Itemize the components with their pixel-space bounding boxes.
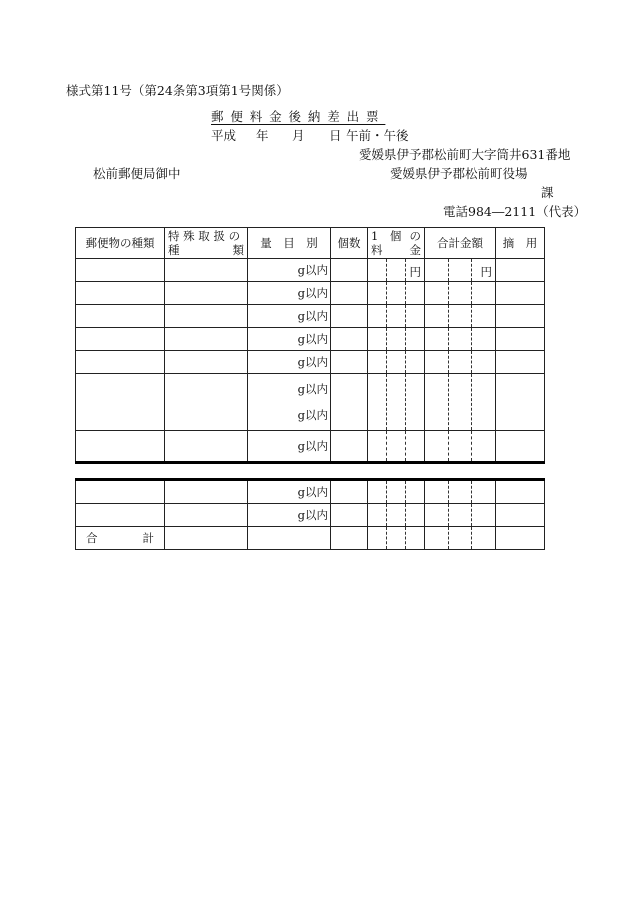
table-row: [76, 374, 545, 431]
cell-remarks[interactable]: [496, 504, 545, 527]
cell-mail-type[interactable]: [76, 480, 165, 504]
cell-count[interactable]: [331, 431, 368, 463]
table-header-row: [76, 228, 545, 259]
cell-special[interactable]: [165, 431, 248, 463]
cell-mail-type[interactable]: [76, 282, 165, 305]
total-label-b: 計: [142, 531, 154, 545]
cell-weight-unit[interactable]: g以内: [248, 351, 331, 374]
cell-mail-type[interactable]: [76, 374, 165, 431]
header-special-kind-b: 類: [232, 243, 244, 257]
cell-unit-price[interactable]: [368, 351, 425, 374]
cell-remarks[interactable]: [496, 282, 545, 305]
cell-total[interactable]: [425, 504, 496, 527]
date-ampm: 午前・午後: [346, 128, 409, 143]
date-day: 日: [329, 128, 342, 143]
weight-unit-a: g以内: [297, 382, 328, 396]
cell-unit-price[interactable]: [368, 328, 425, 351]
cell-unit-price[interactable]: [368, 374, 425, 431]
cell-unit-price[interactable]: [368, 305, 425, 328]
header-special-line1: 特 殊 取 扱 の: [168, 228, 241, 243]
cell-count[interactable]: [331, 305, 368, 328]
cell-count[interactable]: [331, 328, 368, 351]
header-unit-price-3: 料: [371, 243, 383, 257]
table-row: [76, 328, 545, 351]
yen-unit: 円: [409, 265, 421, 279]
cell-special[interactable]: [165, 504, 248, 527]
cell-weight-unit[interactable]: g以内: [248, 431, 331, 463]
cell-total[interactable]: [425, 527, 496, 550]
cell-special[interactable]: [165, 328, 248, 351]
cell-total[interactable]: [425, 374, 496, 431]
cell-special[interactable]: [165, 480, 248, 504]
cell-mail-type[interactable]: [76, 351, 165, 374]
cell-count[interactable]: [331, 351, 368, 374]
header-unit-price-2: の: [409, 228, 421, 243]
address-line: 愛媛県伊予郡松前町大字筒井631番地: [359, 147, 571, 162]
cell-total[interactable]: [425, 480, 496, 504]
cell-total[interactable]: [425, 305, 496, 328]
cell-count[interactable]: [331, 374, 368, 431]
table-row: [76, 351, 545, 374]
cell-remarks[interactable]: [496, 259, 545, 282]
cell-unit-price[interactable]: [368, 431, 425, 463]
cell-unit-price[interactable]: [368, 259, 425, 282]
cell-weight-unit[interactable]: g以内: [248, 504, 331, 527]
cell-remarks[interactable]: [496, 305, 545, 328]
cell-mail-type[interactable]: [76, 305, 165, 328]
date-line: [211, 130, 409, 143]
section-label: 課: [541, 185, 554, 200]
cell-remarks[interactable]: [496, 328, 545, 351]
cell-unit-price[interactable]: [368, 527, 425, 550]
cell-mail-type[interactable]: [76, 259, 165, 282]
office-name: 愛媛県伊予郡松前町役場: [390, 166, 528, 181]
phone-number: 電話984―2111（代表）: [443, 204, 587, 219]
cell-remarks[interactable]: [496, 351, 545, 374]
header-total-amount: 合計金額: [425, 228, 496, 259]
cell-special[interactable]: [165, 527, 248, 550]
cell-total[interactable]: [425, 351, 496, 374]
cell-remarks[interactable]: [496, 374, 545, 431]
cell-unit-price[interactable]: [368, 480, 425, 504]
table-row: [76, 305, 545, 328]
date-year: 年: [256, 128, 269, 143]
cell-weight[interactable]: [248, 527, 331, 550]
cell-unit-price[interactable]: [368, 282, 425, 305]
cell-remarks[interactable]: [496, 527, 545, 550]
cell-total[interactable]: [425, 328, 496, 351]
header-unit-price-4: 金: [409, 243, 421, 257]
cell-weight-unit[interactable]: g以内: [248, 259, 331, 282]
table-row: [76, 282, 545, 305]
cell-weight-unit[interactable]: [248, 374, 331, 431]
header-unit-price: [368, 228, 425, 259]
table-break-cell: [76, 463, 545, 480]
cell-special[interactable]: [165, 305, 248, 328]
weight-unit-b: g以内: [297, 408, 328, 422]
date-era: 平成: [211, 128, 237, 143]
table-row: [76, 480, 545, 504]
cell-weight-unit[interactable]: g以内: [248, 305, 331, 328]
date-month: 月: [292, 128, 305, 143]
cell-special[interactable]: [165, 351, 248, 374]
cell-mail-type[interactable]: [76, 504, 165, 527]
cell-weight-unit[interactable]: g以内: [248, 480, 331, 504]
header-mail-type: 郵便物の種類: [76, 228, 165, 259]
header-remarks: 摘 用: [496, 228, 545, 259]
table-row: [76, 431, 545, 463]
form-title: 郵便料金後納差出票: [211, 109, 386, 124]
cell-remarks[interactable]: [496, 480, 545, 504]
total-label-a: 合: [86, 531, 98, 545]
cell-count[interactable]: [331, 282, 368, 305]
cell-count[interactable]: [331, 527, 368, 550]
header-special-handling: [165, 228, 248, 259]
header-special-kind-a: 種: [168, 243, 180, 257]
cell-count[interactable]: [331, 480, 368, 504]
cell-weight-unit[interactable]: g以内: [248, 282, 331, 305]
cell-special[interactable]: [165, 374, 248, 431]
cell-unit-price[interactable]: [368, 504, 425, 527]
cell-weight-unit[interactable]: g以内: [248, 328, 331, 351]
cell-total[interactable]: [425, 431, 496, 463]
postage-table: [75, 227, 545, 550]
cell-count[interactable]: [331, 259, 368, 282]
cell-total[interactable]: [425, 282, 496, 305]
recipient: 松前郵便局御中: [93, 166, 181, 181]
cell-special[interactable]: [165, 259, 248, 282]
form-number: 様式第11号（第24条第3項第1号関係）: [66, 83, 289, 98]
cell-special[interactable]: [165, 282, 248, 305]
cell-remarks[interactable]: [496, 431, 545, 463]
total-label: [76, 527, 165, 550]
cell-total[interactable]: [425, 259, 496, 282]
cell-count[interactable]: [331, 504, 368, 527]
yen-unit: 円: [480, 265, 492, 279]
header-count: 個数: [331, 228, 368, 259]
table-row: [76, 259, 545, 282]
header-weight: 量 目 別: [248, 228, 331, 259]
total-row: [76, 527, 545, 550]
table-break: [76, 463, 545, 480]
cell-mail-type[interactable]: [76, 431, 165, 463]
table-row: [76, 504, 545, 527]
cell-mail-type[interactable]: [76, 328, 165, 351]
header-unit-price-1: 1 個: [371, 228, 402, 243]
